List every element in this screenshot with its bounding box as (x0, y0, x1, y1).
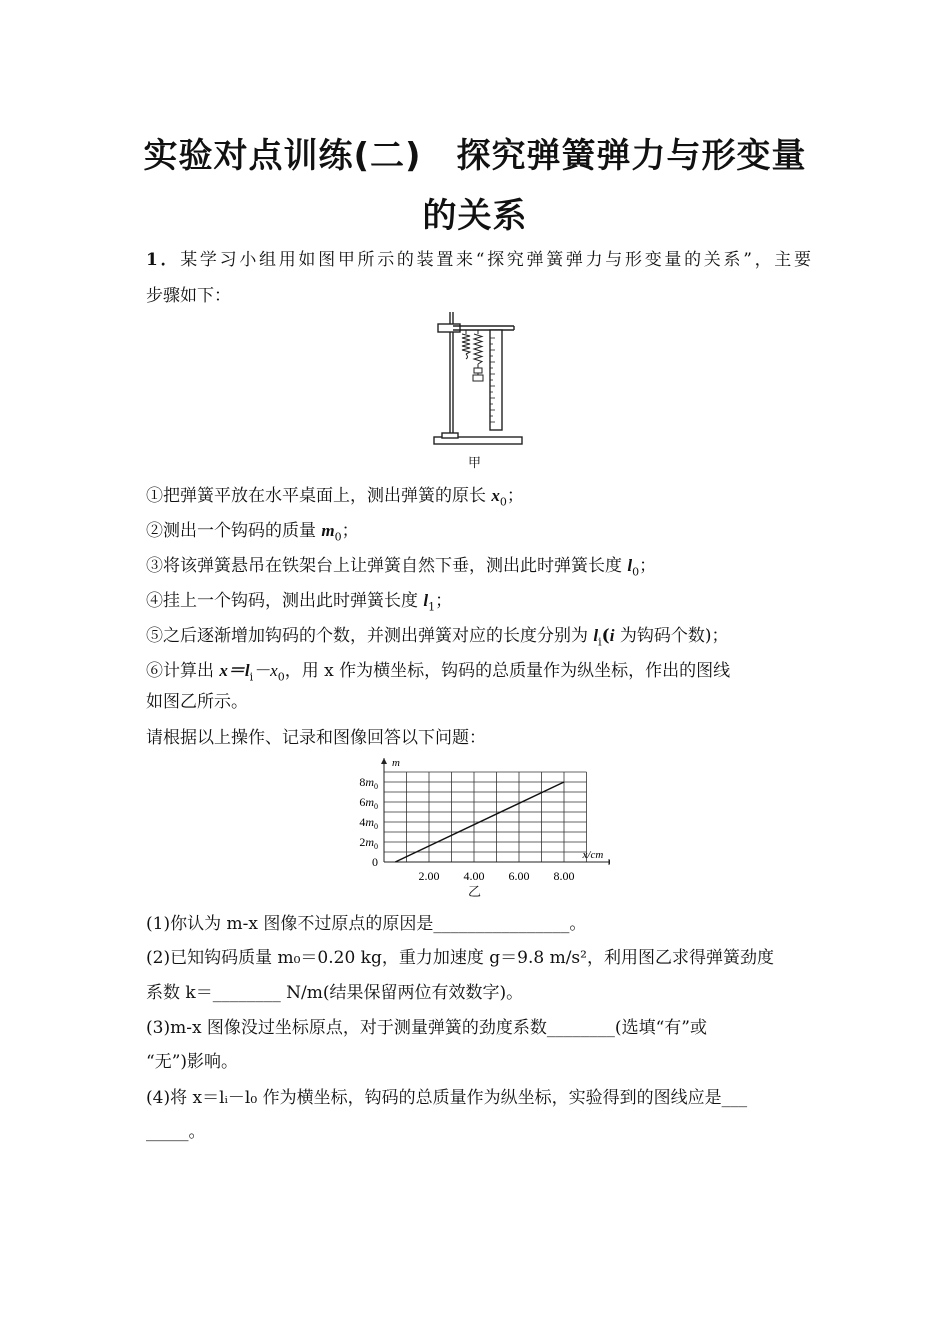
question-intro-line-2: 步骤如下： (146, 286, 231, 306)
step-4: ④挂上一个钩码，测出此时弹簧长度 $l_1$； (146, 591, 453, 614)
x-tick-label: 8.00 (553, 869, 575, 883)
question-number: 1． (146, 250, 181, 270)
part-4-line-2: _____。 (146, 1122, 206, 1142)
stand-clamp (438, 324, 460, 332)
step-1: ①把弹簧平放在水平桌面上，测出弹簧的原长 $x_0$； (146, 486, 524, 509)
step-3: ③将该弹簧悬吊在铁架台上让弹簧自然下垂，测出此时弹簧长度 $l_0$； (146, 556, 657, 579)
y-axis-label: m (392, 757, 400, 769)
x-tick-label: 6.00 (508, 869, 530, 883)
spring-loaded (473, 330, 483, 381)
y-tick-label: 0 (372, 855, 378, 869)
stand-foot (442, 433, 458, 438)
x-tick-label: 4.00 (463, 869, 485, 883)
figure-chart-caption: 乙 (468, 885, 482, 900)
spring-unloaded (462, 330, 470, 359)
hook-weight-2 (473, 375, 483, 381)
y-axis-arrow (381, 758, 387, 764)
chart-ticks (359, 775, 574, 883)
title-line-2: 的关系 (422, 196, 528, 236)
figure-mx-chart (340, 752, 610, 884)
part-4-line-1: (4)将 x＝lᵢ－l₀ 作为横坐标，钩码的总质量作为纵坐标，实验得到的图线应是___ (146, 1088, 748, 1108)
y-tick-label: $4m_0$ (359, 815, 378, 831)
step-5: ⑤之后逐渐增加钩码的个数，并测出弹簧对应的长度分别为 $l_i(i$ 为钩码个数)； (146, 626, 729, 649)
part-2-line-1: (2)已知钩码质量 m₀＝0.20 kg，重力加速度 g＝9.8 m/s²，利用图乙求得弹簧劲度 (146, 948, 774, 968)
y-tick-label: $8m_0$ (359, 775, 378, 791)
part-3-line-2: “无”)影响。 (146, 1052, 239, 1072)
figure-apparatus (420, 312, 530, 470)
part-3-line-1: (3)m-x 图像没过坐标原点，对于测量弹簧的劲度系数________(选填“有”或 (146, 1018, 707, 1038)
y-tick-label: $6m_0$ (359, 795, 378, 811)
question-intro-line-1 (146, 248, 811, 272)
y-tick-label: $2m_0$ (359, 835, 378, 851)
part-1: (1)你认为 m-x 图像不过原点的原因是________________。 (146, 914, 587, 934)
question-intro-text: 某学习小组用如图甲所示的装置来“探究弹簧弹力与形变量的关系”，主要 (180, 250, 811, 270)
step-6-line-1: ⑥计算出 $x=l_i-x_0$，用 x 作为横坐标，钩码的总质量作为纵坐标，作出的图线 (146, 661, 731, 684)
step-6-line-2: 如图乙所示。 (146, 692, 248, 712)
x-tick-label: 2.00 (418, 869, 440, 883)
title-line-1: 实验对点训练(二) 探究弹簧弹力与形变量 (143, 136, 807, 176)
figure-apparatus-caption: 甲 (468, 456, 482, 471)
step-2: ②测出一个钩码的质量 $m_0$； (146, 521, 359, 544)
question-prompt: 请根据以上操作、记录和图像回答以下问题： (146, 728, 486, 748)
x-axis-label: x/cm (582, 849, 604, 861)
x-axis-arrow (609, 859, 611, 865)
chart-axes (381, 757, 610, 865)
hook-weight-1 (474, 368, 482, 373)
part-2-line-2: 系数 k＝________ N/m(结果保留两位有效数字)。 (146, 983, 524, 1003)
